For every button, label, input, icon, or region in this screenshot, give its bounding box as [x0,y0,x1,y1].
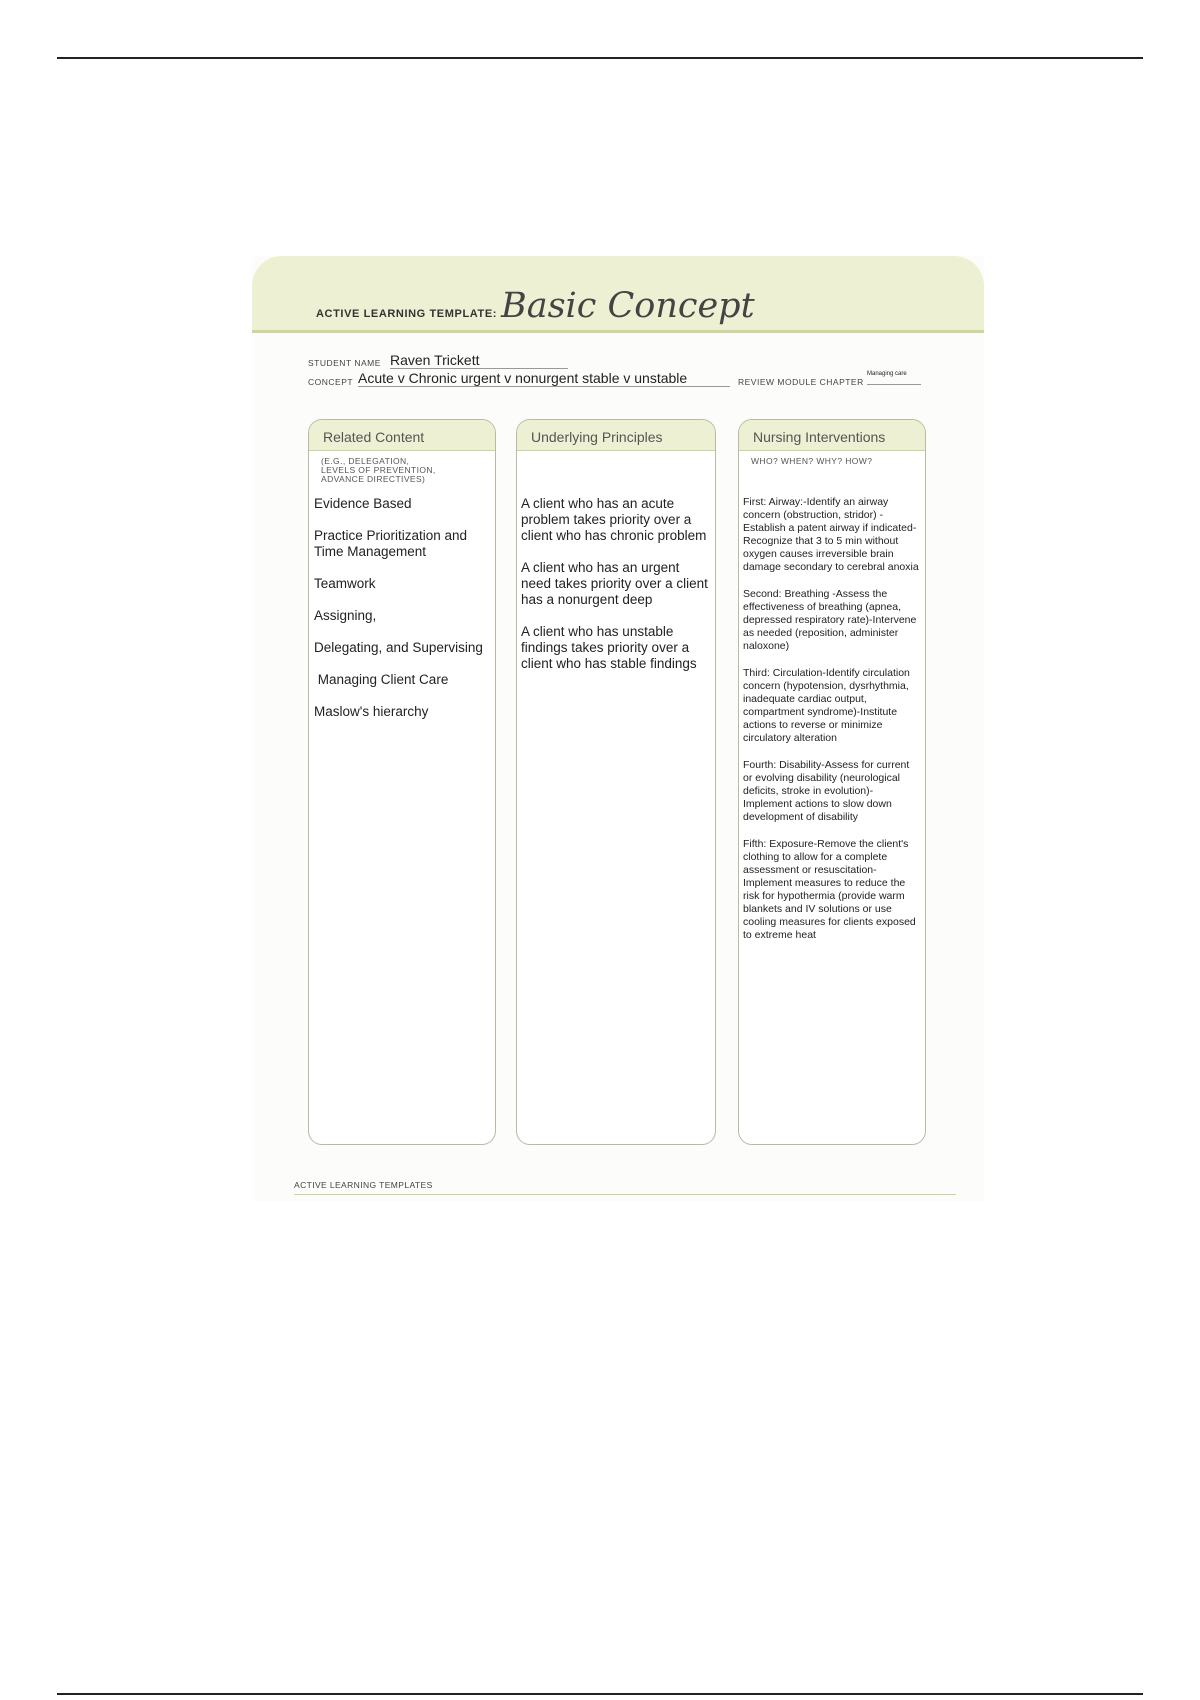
related-content-title: Related Content [309,420,495,451]
list-item: Second: Breathing -Assess the effectiveness of breathing (apnea, depressed respiratory rate)-Intervene as needed (reposition, administer naloxone) [743,588,917,652]
concept-value: Acute v Chronic urgent v nonurgent stable v unstable [358,370,730,387]
nursing-interventions-title: Nursing Interventions [739,420,925,451]
list-item: Practice Prioritization and Time Management [314,528,468,559]
related-content-column [308,419,496,1145]
concept-label: CONCEPT [308,377,354,387]
student-name-value: Raven Trickett [390,352,568,369]
list-item: Teamwork [314,576,376,591]
template-title: Basic Concept [501,286,755,326]
student-name-label: STUDENT NAME [308,358,381,368]
template-sheet [252,256,984,1201]
footer-label: ACTIVE LEARNING TEMPLATES [294,1180,433,1190]
list-item: Third: Circulation-Identify circulation concern (hypotension, dysrhythmia, inadequate cardiac output, compartment syndrome)-Institute actions to reverse or minimize circulatory alteration [743,667,910,744]
list-item: Fifth: Exposure-Remove the client's clothing to allow for a complete assessment or resuscitation-Implement measures to reduce the risk for hypothermia (provide warm blankets and IV solutions or use cooling measures for clients exposed to extreme heat [743,838,916,941]
footer-rule [294,1194,956,1195]
list-item: Maslow's hierarchy [314,704,429,719]
list-item: Managing Client Care [314,672,449,687]
review-module-label: REVIEW MODULE CHAPTER [738,377,864,387]
page-top-rule [57,57,1143,59]
page-bottom-rule [57,1693,1143,1695]
underlying-principles-title: Underlying Principles [517,420,715,451]
nursing-interventions-subtitle: WHO? WHEN? WHY? HOW? [751,456,873,466]
related-subtitle-line: (E.G., DELEGATION, [321,456,410,466]
related-content-list [309,496,495,736]
related-subtitle-line: ADVANCE DIRECTIVES) [321,474,426,484]
underlying-principles-column [516,419,716,1145]
list-item: Fourth: Disability-Assess for current or evolving disability (neurological deficits, stroke in evolution)-Implement actions to slow down development of disability [743,759,910,823]
list-item: A client who has unstable findings takes priority over a client who has stable findings [521,624,697,671]
underlying-principles-list [517,496,715,688]
list-item: Delegating, and Supervising [314,640,483,655]
list-item: First: Airway:-Identify an airway concern (obstruction, stridor) -Establish a patent airway if indicated-Recognize that 3 to 5 min without oxygen causes irreversible brain damage secondary to cerebral anoxia [743,496,919,573]
list-item: Assigning, [314,608,377,623]
list-item: A client who has an urgent need takes priority over a client has a nonurgent deep [521,560,708,607]
list-item: A client who has an acute problem takes priority over a client who has chronic problem [521,496,707,543]
nursing-interventions-list [739,496,925,956]
template-prefix: ACTIVE LEARNING TEMPLATE: [316,308,498,320]
related-subtitle-line: LEVELS OF PREVENTION, [321,465,436,475]
review-module-value: Managing care [867,370,921,385]
related-content-subtitle [309,457,495,484]
list-item: Evidence Based [314,496,412,511]
nursing-interventions-column [738,419,926,1145]
template-banner [252,256,984,333]
